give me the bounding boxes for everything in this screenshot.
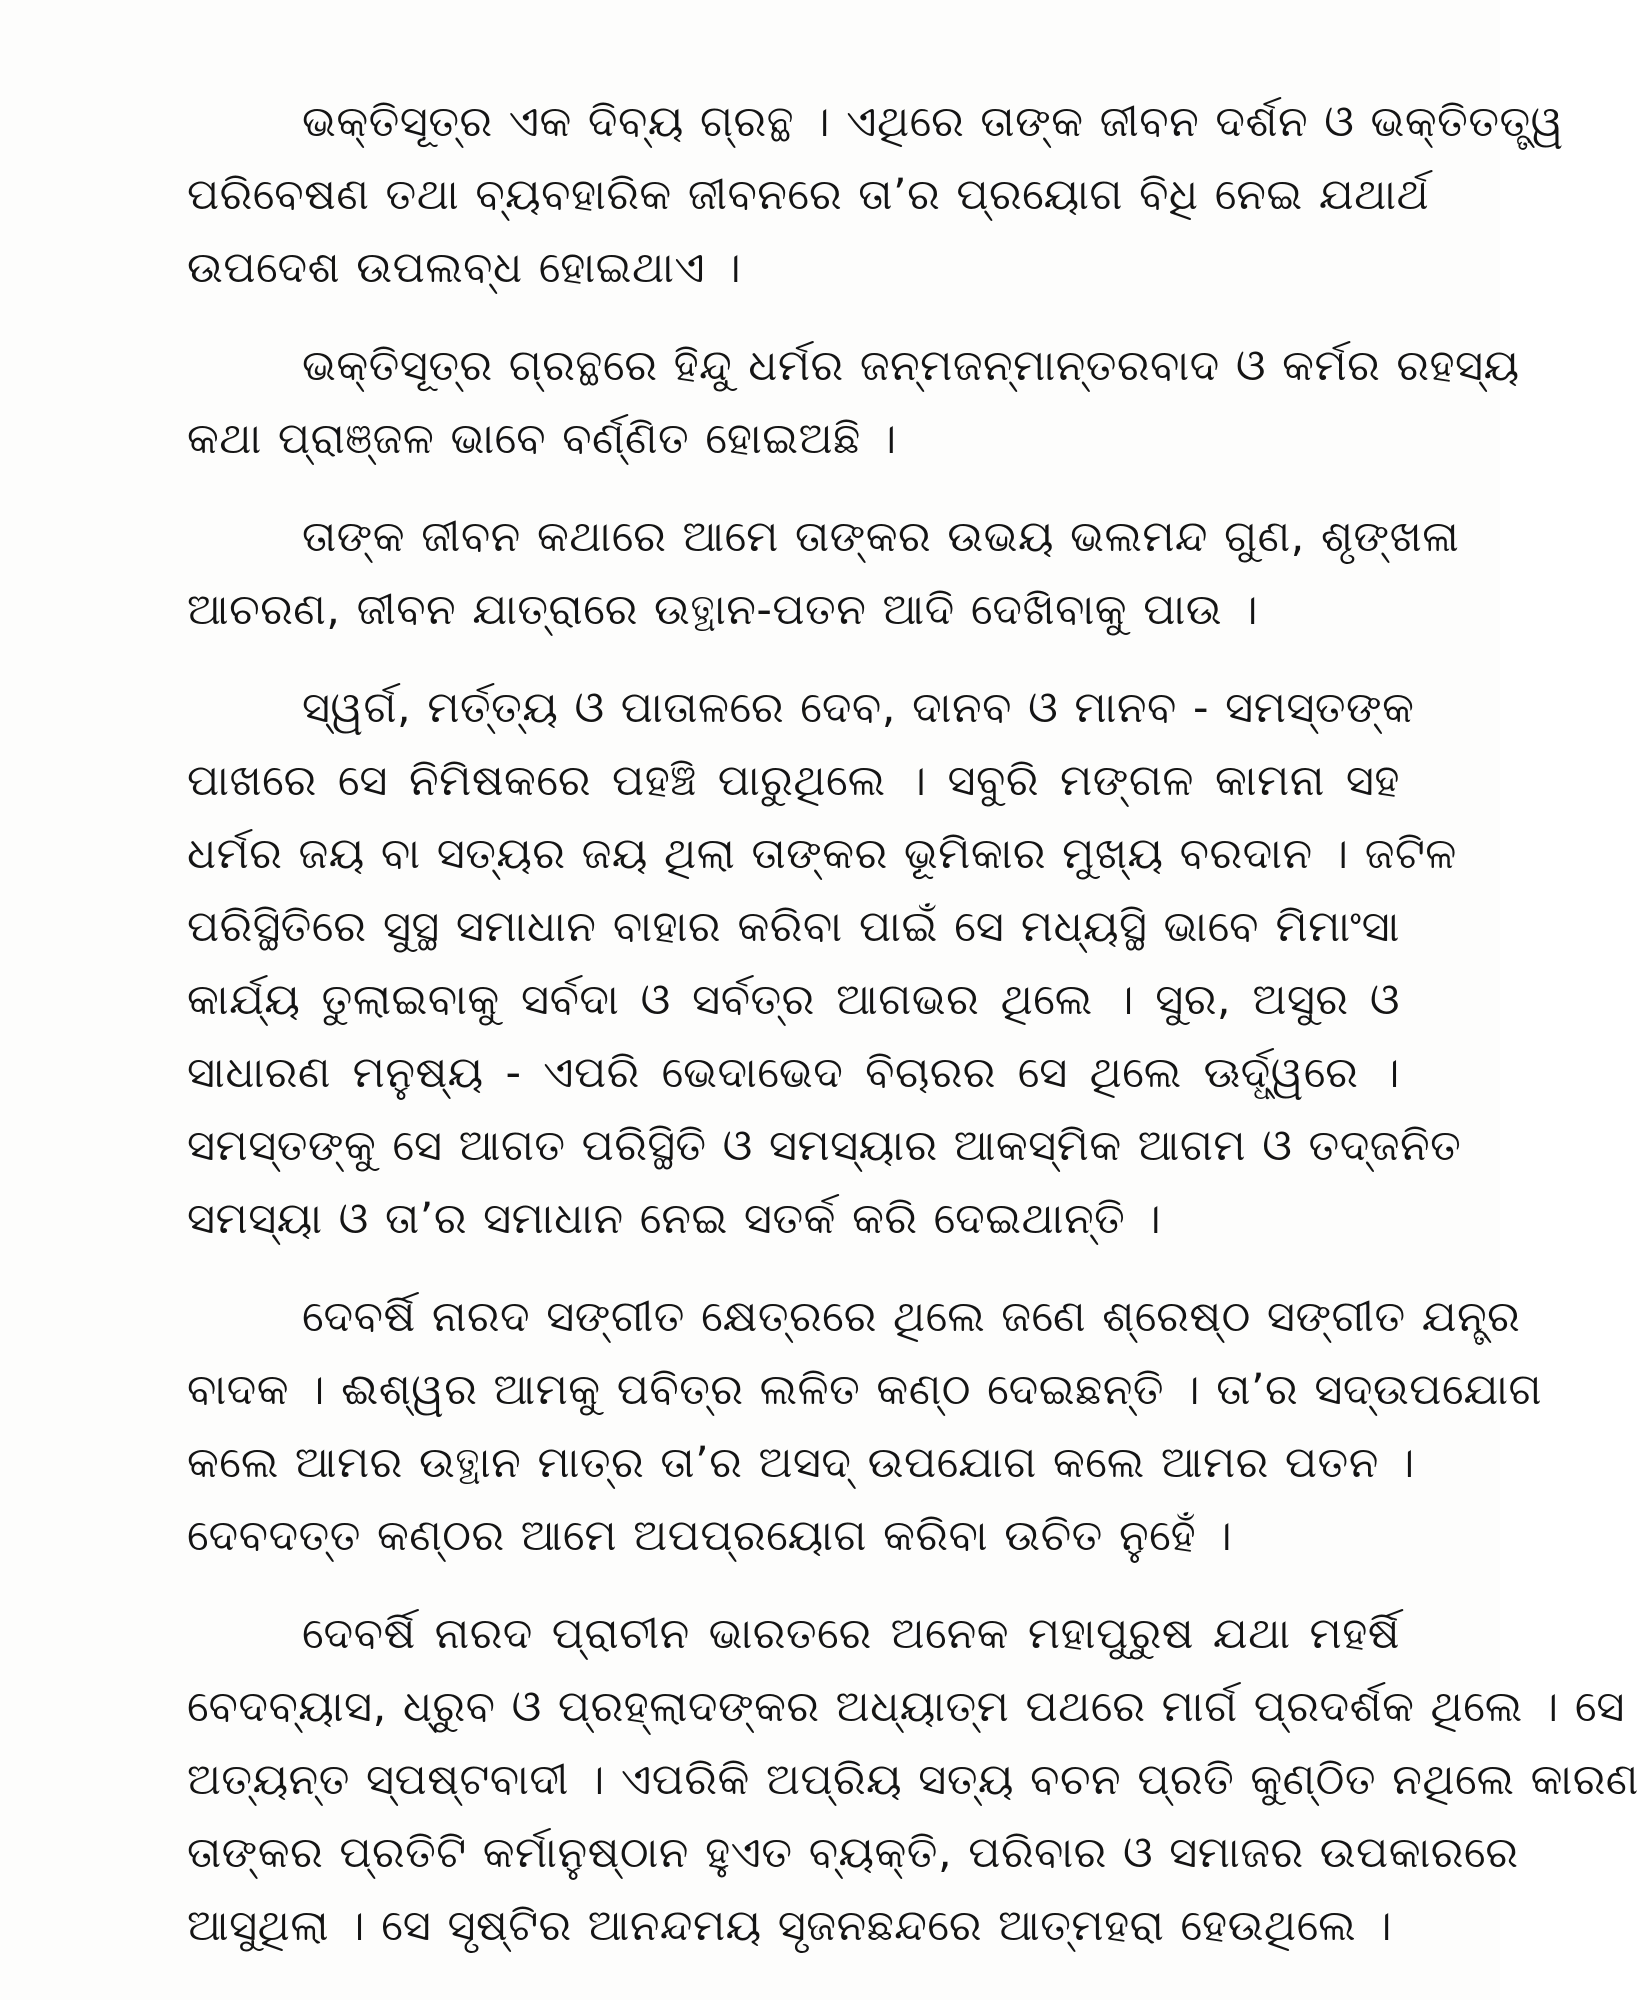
- text-line: ପାଖରେ ସେ ନିମିଷକରେ ପହଞ୍ଚି ପାରୁଥିଲେ । ସବୁରି ମଙ୍ଗଳ କାମନା ସହ: [187, 756, 1400, 806]
- text-line: ସ୍ୱର୍ଗ, ମର୍ତ୍ତ୍ୟ ଓ ପାତାଳରେ ଦେବ, ଦାନବ ଓ ମାନବ - ସମସ୍ତଙ୍କ: [302, 683, 1415, 733]
- text-line: ପରିସ୍ଥିତିରେ ସୁସ୍ଥ ସମାଧାନ ବାହାର କରିବା ପାଇଁ ସେ ମଧ୍ୟସ୍ଥି ଭାବେ ମିମାଂସା: [187, 902, 1400, 952]
- text-line: କଲେ ଆମର ଉତ୍ଥାନ ମାତ୍ର ତା’ର ଅସଦ୍ ଉପଯୋଗ କଲେ ଆମର ପତନ ।: [187, 1438, 1415, 1488]
- paragraph-three-worlds: [187, 672, 1462, 1256]
- text-line: ସମସ୍ତଙ୍କୁ ସେ ଆଗତ ପରିସ୍ଥିତି ଓ ସମସ୍ୟାର ଆକସ୍ମିକ ଆଗମ ଓ ତଦ୍‌ଜନିତ: [187, 1121, 1462, 1171]
- text-line: ଦେବଦତ୍ତ କଣ୍ଠର ଆମେ ଅପପ୍ରୟୋଗ କରିବା ଉଚିତ ନୁହେଁ ।: [187, 1511, 1233, 1561]
- text-line: ସାଧାରଣ ମନୁଷ୍ୟ - ଏପରି ଭେଦାଭେଦ ବିଚାରର ସେ ଥିଲେ ଊର୍ଦ୍ଧ୍ୱରେ ।: [187, 1048, 1400, 1098]
- paragraph-bhaktisutra-intro: [187, 86, 1564, 305]
- text-line: ଉପଦେଶ ଉପଲବ୍ଧ ହୋଇଥାଏ ।: [187, 243, 742, 293]
- text-line: ଦେବର୍ଷି ନାରଦ ପ୍ରାଚୀନ ଭାରତରେ ଅନେକ ମହାପୁରୁଷ ଯଥା ମହର୍ଷି: [302, 1609, 1400, 1659]
- text-line: କାର୍ଯ୍ୟ ତୁଲାଇବାକୁ ସର୍ବଦା ଓ ସର୍ବତ୍ର ଆଗଭର ଥିଲେ । ସୁର, ଅସୁର ଓ: [187, 975, 1400, 1025]
- text-line: ତାଙ୍କର ପ୍ରତିଟି କର୍ମାନୁଷ୍ଠାନ ହୁଏତ ବ୍ୟକ୍ତି, ପରିବାର ଓ ସମାଜର ଉପକାରରେ: [187, 1828, 1519, 1878]
- text-line: ଦେବର୍ଷି ନାରଦ ସଙ୍ଗୀତ କ୍ଷେତ୍ରରେ ଥିଲେ ଜଣେ ଶ୍ରେଷ୍ଠ ସଙ୍ଗୀତ ଯନ୍ତ୍ର: [302, 1292, 1521, 1342]
- text-line: ପରିବେଷଣ ତଥା ବ୍ୟବହାରିକ ଜୀବନରେ ତା’ର ପ୍ରୟୋଗ ବିଧି ନେଇ ଯଥାର୍ଥ: [187, 170, 1430, 220]
- text-line: ଭକ୍ତିସୂତ୍ର ଏକ ଦିବ୍ୟ ଗ୍ରନ୍ଥ । ଏଥିରେ ତାଙ୍କ ଜୀବନ ଦର୍ଶନ ଓ ଭକ୍ତିତତ୍ତ୍ୱ: [302, 97, 1564, 147]
- text-line: ସମସ୍ୟା ଓ ତା’ର ସମାଧାନ ନେଇ ସତର୍କ କରି ଦେଇଥାନ୍ତି ।: [187, 1194, 1162, 1244]
- text-line: ଆଚରଣ, ଜୀବନ ଯାତ୍ରାରେ ଉତ୍ଥାନ-ପତନ ଆଦି ଦେଖିବାକୁ ପାଉ ।: [187, 585, 1259, 635]
- paragraph-bhaktisutra-hindu-dharma: [187, 330, 1520, 476]
- paragraph-life-story: [187, 501, 1460, 647]
- text-line: ଧର୍ମର ଜୟ ବା ସତ୍ୟର ଜୟ ଥିଲା ତାଙ୍କର ଭୂମିକାର ମୁଖ୍ୟ ବରଦାନ । ଜଟିଳ: [187, 829, 1457, 879]
- text-line: ତାଙ୍କ ଜୀବନ କଥାରେ ଆମେ ତାଙ୍କର ଉଭୟ ଭଲମନ୍ଦ ଗୁଣ, ଶୃଙ୍ଖଳା: [302, 512, 1460, 562]
- paragraph-guide: [187, 1598, 1639, 1963]
- text-line: ଆସୁଥିଲା । ସେ ସୃଷ୍ଟିର ଆନନ୍ଦମୟ ସୃଜନଛନ୍ଦରେ ଆତ୍ମହରା ହେଉଥିଲେ ।: [187, 1901, 1393, 1951]
- text-line: ବାଦକ । ଈଶ୍ୱର ଆମକୁ ପବିତ୍ର ଲଳିତ କଣ୍ଠ ଦେଇଛନ୍ତି । ତା’ର ସଦ୍‌ଉପଯୋଗ: [187, 1365, 1543, 1415]
- text-line: ଭକ୍ତିସୂତ୍ର ଗ୍ରନ୍ଥରେ ହିନ୍ଦୁ ଧର୍ମର ଜନ୍ମଜନ୍ମାନ୍ତରବାଦ ଓ କର୍ମର ରହସ୍ୟ: [302, 341, 1520, 391]
- text-line: କଥା ପ୍ରାଞ୍ଜଳ ଭାବେ ବର୍ଣ୍ଣିତ ହୋଇଅଛି ।: [187, 414, 897, 464]
- text-line: ବେଦବ୍ୟାସ, ଧ୍ରୁବ ଓ ପ୍ରହ୍ଲାଦଙ୍କର ଅଧ୍ୟାତ୍ମ ପଥରେ ମାର୍ଗ ପ୍ରଦର୍ଶକ ଥିଲେ । ସେ: [187, 1682, 1625, 1732]
- text-line: ଅତ୍ୟନ୍ତ ସ୍ପଷ୍ଟବାଦୀ । ଏପରିକି ଅପ୍ରିୟ ସତ୍ୟ ବଚନ ପ୍ରତି କୁଣ୍ଠିତ ନଥିଲେ କାରଣ: [187, 1755, 1639, 1805]
- paragraph-music: [187, 1281, 1543, 1573]
